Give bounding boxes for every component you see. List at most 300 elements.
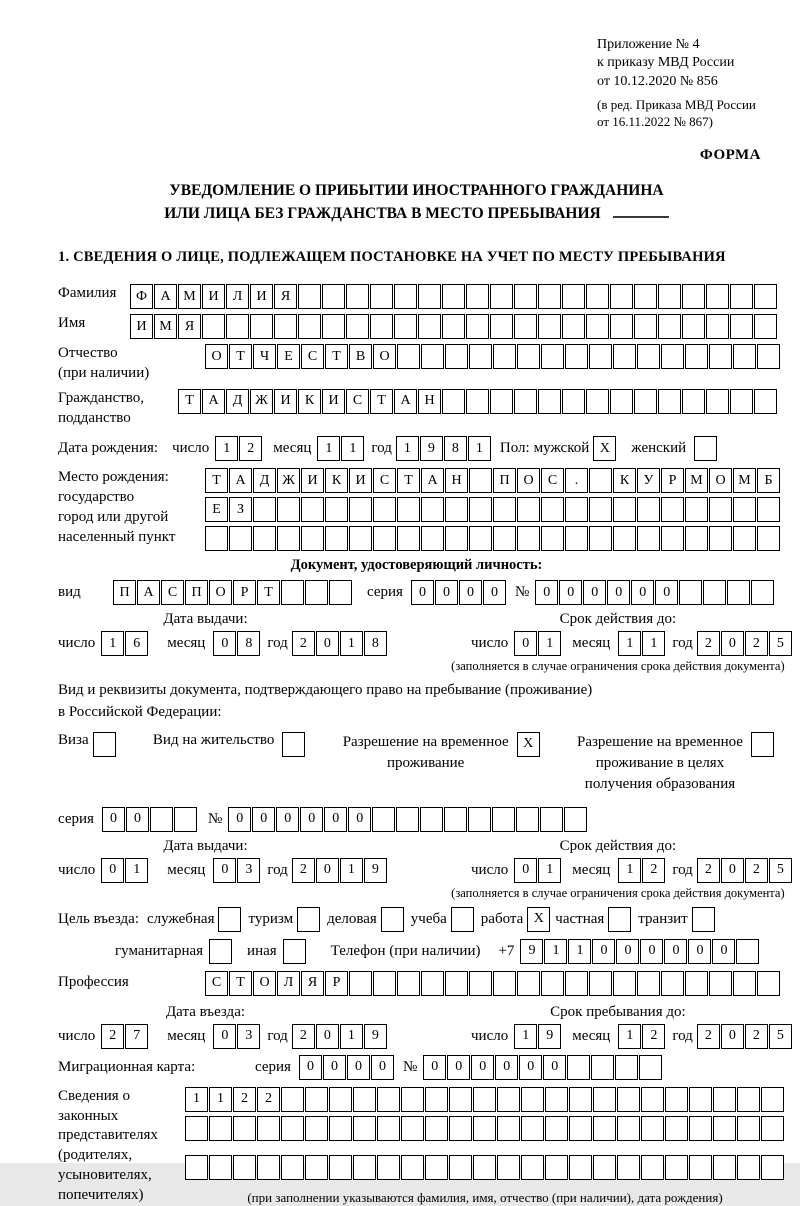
- char-cell[interactable]: 1: [538, 858, 561, 883]
- char-cell[interactable]: [421, 526, 444, 551]
- char-cell[interactable]: [679, 580, 702, 605]
- char-cell[interactable]: [257, 1116, 280, 1141]
- char-cell[interactable]: [401, 1155, 424, 1180]
- char-cell[interactable]: И: [202, 284, 225, 309]
- char-cell[interactable]: [468, 807, 491, 832]
- char-cell[interactable]: А: [229, 468, 252, 493]
- char-cell[interactable]: [445, 497, 468, 522]
- char-cell[interactable]: [608, 907, 631, 932]
- char-cell[interactable]: 1: [468, 436, 491, 461]
- char-cell[interactable]: [661, 497, 684, 522]
- char-cell[interactable]: [281, 1087, 304, 1112]
- char-cell[interactable]: [641, 1155, 664, 1180]
- char-cell[interactable]: [730, 314, 753, 339]
- char-cell[interactable]: [373, 526, 396, 551]
- char-cell[interactable]: [349, 497, 372, 522]
- char-cell[interactable]: 0: [592, 939, 615, 964]
- edu-permit-checkbox[interactable]: [751, 732, 775, 757]
- char-cell[interactable]: [634, 284, 657, 309]
- char-cell[interactable]: [469, 526, 492, 551]
- entry-day-cells[interactable]: [101, 1024, 149, 1049]
- char-cell[interactable]: [565, 971, 588, 996]
- char-cell[interactable]: [761, 1155, 784, 1180]
- char-cell[interactable]: [373, 971, 396, 996]
- char-cell[interactable]: [277, 526, 300, 551]
- char-cell[interactable]: [418, 284, 441, 309]
- residence-valid-year-cells[interactable]: [697, 858, 793, 883]
- char-cell[interactable]: [565, 497, 588, 522]
- char-cell[interactable]: Т: [178, 389, 201, 414]
- char-cell[interactable]: 2: [745, 858, 768, 883]
- char-cell[interactable]: [737, 1155, 760, 1180]
- char-cell[interactable]: 2: [642, 858, 665, 883]
- char-cell[interactable]: [401, 1116, 424, 1141]
- char-cell[interactable]: 0: [616, 939, 639, 964]
- identity-valid-month-cells[interactable]: [618, 631, 666, 656]
- char-cell[interactable]: [589, 971, 612, 996]
- entry-year-cells[interactable]: [292, 1024, 388, 1049]
- char-cell[interactable]: [397, 497, 420, 522]
- char-cell[interactable]: [569, 1116, 592, 1141]
- char-cell[interactable]: [610, 389, 633, 414]
- char-cell[interactable]: 0: [213, 1024, 236, 1049]
- char-cell[interactable]: 0: [543, 1055, 566, 1080]
- char-cell[interactable]: [658, 314, 681, 339]
- purpose-work-checkbox[interactable]: [527, 907, 551, 932]
- char-cell[interactable]: [754, 389, 777, 414]
- purpose-study-checkbox[interactable]: [451, 907, 475, 932]
- char-cell[interactable]: У: [637, 468, 660, 493]
- char-cell[interactable]: Я: [274, 284, 297, 309]
- char-cell[interactable]: 9: [364, 1024, 387, 1049]
- char-cell[interactable]: [754, 284, 777, 309]
- char-cell[interactable]: 0: [371, 1055, 394, 1080]
- char-cell[interactable]: [564, 807, 587, 832]
- char-cell[interactable]: [562, 389, 585, 414]
- char-cell[interactable]: 0: [423, 1055, 446, 1080]
- char-cell[interactable]: [545, 1116, 568, 1141]
- char-cell[interactable]: 2: [257, 1087, 280, 1112]
- char-cell[interactable]: [305, 1155, 328, 1180]
- char-cell[interactable]: [761, 1087, 784, 1112]
- char-cell[interactable]: [761, 1116, 784, 1141]
- char-cell[interactable]: [639, 1055, 662, 1080]
- char-cell[interactable]: С: [205, 971, 228, 996]
- char-cell[interactable]: С: [346, 389, 369, 414]
- char-cell[interactable]: К: [613, 468, 636, 493]
- char-cell[interactable]: [253, 497, 276, 522]
- char-cell[interactable]: 0: [323, 1055, 346, 1080]
- char-cell[interactable]: [541, 344, 564, 369]
- char-cell[interactable]: [514, 314, 537, 339]
- char-cell[interactable]: 0: [712, 939, 735, 964]
- char-cell[interactable]: [709, 344, 732, 369]
- char-cell[interactable]: М: [178, 284, 201, 309]
- char-cell[interactable]: [613, 526, 636, 551]
- char-cell[interactable]: 0: [607, 580, 630, 605]
- char-cell[interactable]: Р: [325, 971, 348, 996]
- char-cell[interactable]: [545, 1155, 568, 1180]
- char-cell[interactable]: 2: [697, 858, 720, 883]
- char-cell[interactable]: Н: [445, 468, 468, 493]
- char-cell[interactable]: [713, 1116, 736, 1141]
- char-cell[interactable]: [593, 1155, 616, 1180]
- char-cell[interactable]: З: [229, 497, 252, 522]
- char-cell[interactable]: [202, 314, 225, 339]
- char-cell[interactable]: [394, 284, 417, 309]
- char-cell[interactable]: [377, 1155, 400, 1180]
- char-cell[interactable]: [425, 1087, 448, 1112]
- char-cell[interactable]: [737, 1116, 760, 1141]
- char-cell[interactable]: М: [685, 468, 708, 493]
- char-cell[interactable]: [322, 284, 345, 309]
- char-cell[interactable]: [685, 344, 708, 369]
- sex-male-checkbox[interactable]: [593, 436, 617, 461]
- char-cell[interactable]: [492, 807, 515, 832]
- char-cell[interactable]: 5: [769, 631, 792, 656]
- char-cell[interactable]: [185, 1155, 208, 1180]
- residence-issue-day-cells[interactable]: [101, 858, 149, 883]
- char-cell[interactable]: [329, 1087, 352, 1112]
- char-cell[interactable]: Л: [226, 284, 249, 309]
- char-cell[interactable]: [397, 344, 420, 369]
- char-cell[interactable]: 0: [252, 807, 275, 832]
- char-cell[interactable]: [613, 971, 636, 996]
- char-cell[interactable]: [586, 314, 609, 339]
- char-cell[interactable]: 3: [237, 858, 260, 883]
- profession-cells[interactable]: [205, 971, 781, 996]
- char-cell[interactable]: В: [349, 344, 372, 369]
- char-cell[interactable]: 0: [514, 858, 537, 883]
- char-cell[interactable]: 0: [583, 580, 606, 605]
- char-cell[interactable]: Т: [229, 971, 252, 996]
- char-cell[interactable]: [349, 971, 372, 996]
- char-cell[interactable]: 1: [317, 436, 340, 461]
- char-cell[interactable]: М: [733, 468, 756, 493]
- char-cell[interactable]: [685, 526, 708, 551]
- char-cell[interactable]: 0: [126, 807, 149, 832]
- char-cell[interactable]: 0: [316, 631, 339, 656]
- char-cell[interactable]: [233, 1116, 256, 1141]
- char-cell[interactable]: 1: [125, 858, 148, 883]
- char-cell[interactable]: [490, 389, 513, 414]
- char-cell[interactable]: [689, 1155, 712, 1180]
- char-cell[interactable]: [226, 314, 249, 339]
- char-cell[interactable]: А: [137, 580, 160, 605]
- char-cell[interactable]: [706, 389, 729, 414]
- char-cell[interactable]: Д: [253, 468, 276, 493]
- migration-number-cells[interactable]: [423, 1055, 663, 1080]
- char-cell[interactable]: 0: [228, 807, 251, 832]
- char-cell[interactable]: А: [394, 389, 417, 414]
- char-cell[interactable]: Д: [226, 389, 249, 414]
- char-cell[interactable]: 9: [538, 1024, 561, 1049]
- char-cell[interactable]: [373, 497, 396, 522]
- char-cell[interactable]: [329, 1155, 352, 1180]
- char-cell[interactable]: [709, 526, 732, 551]
- char-cell[interactable]: [297, 907, 320, 932]
- char-cell[interactable]: 0: [213, 631, 236, 656]
- char-cell[interactable]: [682, 389, 705, 414]
- representatives-cells-row1[interactable]: [185, 1087, 785, 1112]
- char-cell[interactable]: Ж: [250, 389, 273, 414]
- char-cell[interactable]: Ж: [277, 468, 300, 493]
- char-cell[interactable]: 0: [101, 858, 124, 883]
- char-cell[interactable]: Т: [229, 344, 252, 369]
- char-cell[interactable]: [253, 526, 276, 551]
- char-cell[interactable]: 2: [292, 858, 315, 883]
- char-cell[interactable]: [466, 314, 489, 339]
- char-cell[interactable]: [281, 1155, 304, 1180]
- char-cell[interactable]: [451, 907, 474, 932]
- char-cell[interactable]: 0: [276, 807, 299, 832]
- char-cell[interactable]: 0: [447, 1055, 470, 1080]
- char-cell[interactable]: 0: [514, 631, 537, 656]
- char-cell[interactable]: [709, 497, 732, 522]
- char-cell[interactable]: [757, 971, 780, 996]
- char-cell[interactable]: 0: [495, 1055, 518, 1080]
- char-cell[interactable]: 1: [618, 1024, 641, 1049]
- char-cell[interactable]: 0: [535, 580, 558, 605]
- char-cell[interactable]: [661, 526, 684, 551]
- char-cell[interactable]: [421, 497, 444, 522]
- char-cell[interactable]: [370, 284, 393, 309]
- purpose-transit-checkbox[interactable]: [692, 907, 716, 932]
- residence-valid-day-cells[interactable]: [514, 858, 562, 883]
- char-cell[interactable]: [751, 580, 774, 605]
- citizenship-cells[interactable]: [178, 389, 778, 414]
- entry-month-cells[interactable]: [213, 1024, 261, 1049]
- char-cell[interactable]: [665, 1155, 688, 1180]
- birth-place-cells-row2[interactable]: [205, 497, 781, 522]
- char-cell[interactable]: [617, 1155, 640, 1180]
- char-cell[interactable]: [301, 497, 324, 522]
- char-cell[interactable]: 1: [568, 939, 591, 964]
- birth-place-cells-row1[interactable]: [205, 468, 781, 493]
- char-cell[interactable]: П: [185, 580, 208, 605]
- char-cell[interactable]: [613, 497, 636, 522]
- char-cell[interactable]: [281, 580, 304, 605]
- char-cell[interactable]: 0: [688, 939, 711, 964]
- char-cell[interactable]: [298, 284, 321, 309]
- char-cell[interactable]: [641, 1116, 664, 1141]
- char-cell[interactable]: 0: [213, 858, 236, 883]
- char-cell[interactable]: 8: [444, 436, 467, 461]
- representatives-cells-row2[interactable]: [185, 1116, 785, 1141]
- char-cell[interactable]: [421, 344, 444, 369]
- char-cell[interactable]: 1: [209, 1087, 232, 1112]
- identity-valid-year-cells[interactable]: [697, 631, 793, 656]
- residence-issue-month-cells[interactable]: [213, 858, 261, 883]
- char-cell[interactable]: Л: [277, 971, 300, 996]
- char-cell[interactable]: [665, 1087, 688, 1112]
- char-cell[interactable]: [421, 971, 444, 996]
- char-cell[interactable]: [325, 526, 348, 551]
- identity-number-cells[interactable]: [535, 580, 775, 605]
- char-cell[interactable]: О: [709, 468, 732, 493]
- char-cell[interactable]: [658, 389, 681, 414]
- char-cell[interactable]: А: [154, 284, 177, 309]
- char-cell[interactable]: [469, 497, 492, 522]
- char-cell[interactable]: [713, 1087, 736, 1112]
- char-cell[interactable]: 6: [125, 631, 148, 656]
- char-cell[interactable]: [694, 436, 717, 461]
- char-cell[interactable]: [381, 907, 404, 932]
- char-cell[interactable]: [685, 497, 708, 522]
- char-cell[interactable]: 0: [631, 580, 654, 605]
- char-cell[interactable]: [469, 344, 492, 369]
- char-cell[interactable]: [521, 1155, 544, 1180]
- char-cell[interactable]: 0: [519, 1055, 542, 1080]
- char-cell[interactable]: [540, 807, 563, 832]
- char-cell[interactable]: [593, 1087, 616, 1112]
- residence-series-cells[interactable]: [102, 807, 198, 832]
- char-cell[interactable]: 1: [341, 436, 364, 461]
- char-cell[interactable]: [420, 807, 443, 832]
- char-cell[interactable]: [298, 314, 321, 339]
- char-cell[interactable]: 0: [640, 939, 663, 964]
- char-cell[interactable]: [613, 344, 636, 369]
- char-cell[interactable]: 2: [101, 1024, 124, 1049]
- char-cell[interactable]: [682, 314, 705, 339]
- char-cell[interactable]: [754, 314, 777, 339]
- char-cell[interactable]: 0: [299, 1055, 322, 1080]
- char-cell[interactable]: [733, 971, 756, 996]
- char-cell[interactable]: [565, 526, 588, 551]
- char-cell[interactable]: [346, 284, 369, 309]
- char-cell[interactable]: [757, 526, 780, 551]
- char-cell[interactable]: [349, 526, 372, 551]
- char-cell[interactable]: [516, 807, 539, 832]
- char-cell[interactable]: [466, 389, 489, 414]
- char-cell[interactable]: [274, 314, 297, 339]
- visa-checkbox[interactable]: [93, 732, 117, 757]
- char-cell[interactable]: [665, 1116, 688, 1141]
- char-cell[interactable]: 5: [769, 1024, 792, 1049]
- char-cell[interactable]: 0: [459, 580, 482, 605]
- char-cell[interactable]: 8: [364, 631, 387, 656]
- char-cell[interactable]: [661, 344, 684, 369]
- char-cell[interactable]: [733, 526, 756, 551]
- char-cell[interactable]: М: [154, 314, 177, 339]
- char-cell[interactable]: С: [541, 468, 564, 493]
- char-cell[interactable]: .: [565, 468, 588, 493]
- char-cell[interactable]: [521, 1116, 544, 1141]
- identity-issue-day-cells[interactable]: [101, 631, 149, 656]
- char-cell[interactable]: [473, 1116, 496, 1141]
- char-cell[interactable]: [545, 1087, 568, 1112]
- char-cell[interactable]: [233, 1155, 256, 1180]
- char-cell[interactable]: [733, 344, 756, 369]
- char-cell[interactable]: [370, 314, 393, 339]
- char-cell[interactable]: [517, 526, 540, 551]
- char-cell[interactable]: 0: [300, 807, 323, 832]
- char-cell[interactable]: [497, 1155, 520, 1180]
- char-cell[interactable]: [418, 314, 441, 339]
- char-cell[interactable]: [586, 389, 609, 414]
- char-cell[interactable]: 2: [642, 1024, 665, 1049]
- char-cell[interactable]: Е: [205, 497, 228, 522]
- purpose-humanitarian-checkbox[interactable]: [209, 939, 233, 964]
- char-cell[interactable]: О: [209, 580, 232, 605]
- char-cell[interactable]: [617, 1116, 640, 1141]
- patronymic-cells[interactable]: [205, 344, 781, 369]
- char-cell[interactable]: 1: [538, 631, 561, 656]
- char-cell[interactable]: Т: [205, 468, 228, 493]
- char-cell[interactable]: [661, 971, 684, 996]
- char-cell[interactable]: 1: [340, 1024, 363, 1049]
- birth-month-cells[interactable]: [317, 436, 365, 461]
- char-cell[interactable]: [637, 971, 660, 996]
- stay-year-cells[interactable]: [697, 1024, 793, 1049]
- char-cell[interactable]: [685, 971, 708, 996]
- char-cell[interactable]: [185, 1116, 208, 1141]
- char-cell[interactable]: П: [113, 580, 136, 605]
- char-cell[interactable]: [397, 526, 420, 551]
- char-cell[interactable]: [377, 1087, 400, 1112]
- char-cell[interactable]: [682, 284, 705, 309]
- char-cell[interactable]: 1: [215, 436, 238, 461]
- char-cell[interactable]: 0: [348, 807, 371, 832]
- char-cell[interactable]: [589, 497, 612, 522]
- char-cell[interactable]: Т: [325, 344, 348, 369]
- char-cell[interactable]: Р: [233, 580, 256, 605]
- char-cell[interactable]: Е: [277, 344, 300, 369]
- char-cell[interactable]: [569, 1155, 592, 1180]
- char-cell[interactable]: [305, 580, 328, 605]
- sex-female-checkbox[interactable]: [694, 436, 718, 461]
- char-cell[interactable]: 0: [483, 580, 506, 605]
- char-cell[interactable]: И: [301, 468, 324, 493]
- char-cell[interactable]: [329, 580, 352, 605]
- char-cell[interactable]: [727, 580, 750, 605]
- char-cell[interactable]: [689, 1087, 712, 1112]
- char-cell[interactable]: [617, 1087, 640, 1112]
- char-cell[interactable]: 7: [125, 1024, 148, 1049]
- char-cell[interactable]: [538, 314, 561, 339]
- char-cell[interactable]: [541, 971, 564, 996]
- char-cell[interactable]: Т: [397, 468, 420, 493]
- temp-permit-checkbox[interactable]: [517, 732, 541, 757]
- char-cell[interactable]: [521, 1087, 544, 1112]
- char-cell[interactable]: 1: [340, 631, 363, 656]
- char-cell[interactable]: [473, 1087, 496, 1112]
- char-cell[interactable]: [589, 526, 612, 551]
- char-cell[interactable]: И: [322, 389, 345, 414]
- char-cell[interactable]: [205, 526, 228, 551]
- char-cell[interactable]: А: [421, 468, 444, 493]
- char-cell[interactable]: 0: [411, 580, 434, 605]
- char-cell[interactable]: [569, 1087, 592, 1112]
- char-cell[interactable]: К: [298, 389, 321, 414]
- char-cell[interactable]: О: [253, 971, 276, 996]
- purpose-tourism-checkbox[interactable]: [297, 907, 321, 932]
- char-cell[interactable]: [250, 314, 273, 339]
- char-cell[interactable]: [493, 526, 516, 551]
- char-cell[interactable]: 2: [292, 1024, 315, 1049]
- char-cell[interactable]: 1: [544, 939, 567, 964]
- char-cell[interactable]: [490, 284, 513, 309]
- char-cell[interactable]: [449, 1087, 472, 1112]
- char-cell[interactable]: [589, 344, 612, 369]
- char-cell[interactable]: 2: [697, 631, 720, 656]
- char-cell[interactable]: 9: [520, 939, 543, 964]
- char-cell[interactable]: [425, 1155, 448, 1180]
- char-cell[interactable]: Т: [370, 389, 393, 414]
- char-cell[interactable]: [538, 284, 561, 309]
- char-cell[interactable]: [493, 344, 516, 369]
- char-cell[interactable]: [751, 732, 774, 757]
